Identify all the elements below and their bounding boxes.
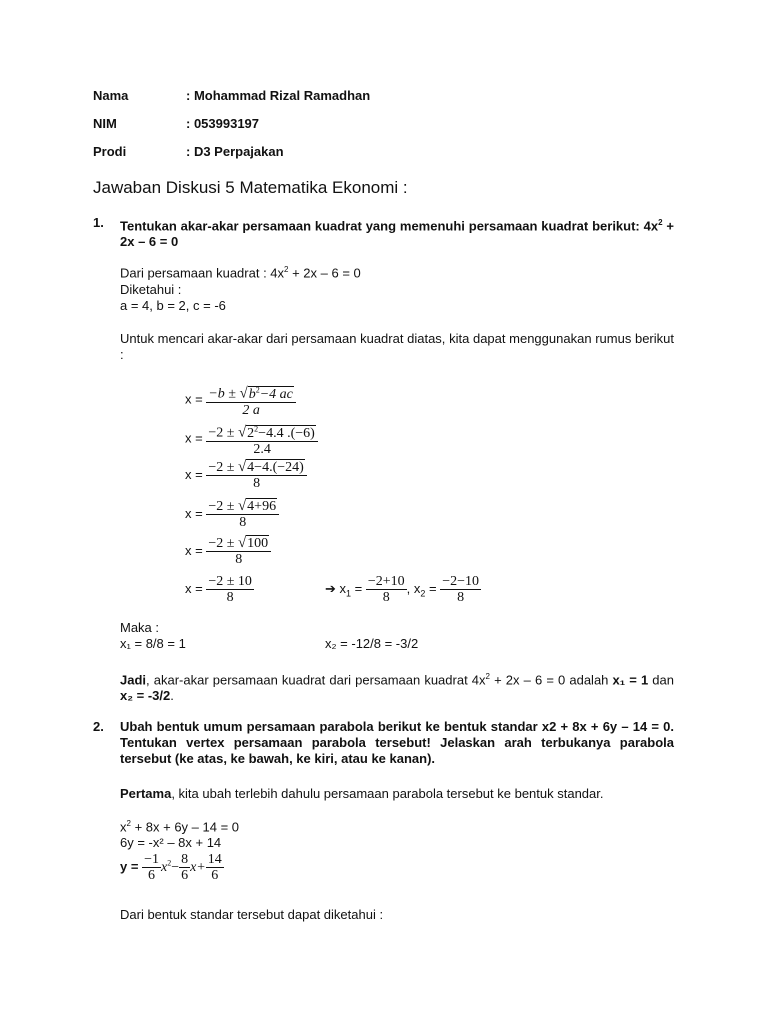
q2-known: Dari bentuk standar tersebut dapat diketahui : [120, 907, 384, 922]
formula-step-5: x = $\frac{-2 \pm √100}{8}$ [185, 536, 271, 567]
q2-eq3: y = $\frac{-1}{6}$ $x^2-$ $\frac{8}{6}$ x+ $\frac{14}{6}$ [120, 852, 222, 883]
q1-known: Diketahui : [120, 282, 182, 297]
roots-expression: ➔ $x_1$ = $\frac{-2+10}{8}$ , $x_2$ = $\frac{-2-10}{8}$ [325, 574, 480, 605]
q1-number: 1. [93, 215, 104, 230]
q2-number: 2. [93, 719, 104, 734]
q2-first: Pertama, kita ubah terlebih dahulu persamaan parabola tersebut ke bentuk standar. [120, 786, 604, 801]
name-label: Nama [93, 88, 129, 103]
nim-value: : 053993197 [186, 116, 260, 131]
q2-question: Ubah bentuk umum persamaan parabola berikut ke bentuk standar x2 + 8x + 6y – 14 = 0. Tentukan vertex persamaan parabola tersebut! Jelaskan arah terbukanya parabola tersebut (ke atas, ke bawah, ke kiri, atau ke kanan). [120, 719, 674, 766]
q1-values: a = 4, b = 2, c = -6 [120, 298, 226, 313]
q1-question: Tentukan akar-akar persamaan kuadrat yang memenuhi persamaan kuadrat berikut: $4x^2 + 2x - 6 = 0$ [120, 218, 674, 250]
name-value: : Mohammad Rizal Ramadhan [186, 88, 371, 103]
page-title: Jawaban Diskusi 5 Matematika Ekonomi : [93, 178, 408, 197]
nim-label: NIM [93, 116, 117, 131]
formula-step-2: x = $\frac{-2 \pm √2^2-4.4 .(-6)}{2.4}$ [185, 421, 318, 457]
x2-result: x₂ = -12/8 = -3/2 [325, 636, 419, 651]
formula-step-1: x = $\frac{-b \pm √b^2-4 ac}{2 a}$ [185, 382, 296, 418]
prodi-value: : D3 Perpajakan [186, 144, 284, 159]
q2-eq1: $x^2 + 8x + 6y - 14 = 0$ [120, 819, 240, 835]
q1-conclusion: Jadi, akar-akar persamaan kuadrat dari persamaan kuadrat $4x^2 + 2x - 6 = 0$ adalah x₁ = 1 dan x₂ = -3/2. [120, 672, 674, 704]
x1-result: x₁ = 8/8 = 1 [120, 636, 186, 651]
q1-given: Dari persamaan kuadrat : $4x^2 + 2x - 6 = 0$ [120, 265, 361, 281]
maka-label: Maka : [120, 620, 160, 635]
formula-step-6: x = $\frac{-2 \pm 10}{8}$ [185, 574, 252, 605]
q2-eq2: 6y = -x² – 8x + 14 [120, 835, 222, 850]
formula-step-4: x = $\frac{-2 \pm √4+96}{8}$ [185, 499, 279, 530]
q1-method: Untuk mencari akar-akar dari persamaan kuadrat diatas, kita dapat menggunakan rumus berikut : [120, 331, 674, 362]
formula-step-3: x = $\frac{-2 \pm √4-4.(-24)}{8}$ [185, 460, 307, 491]
prodi-label: Prodi [93, 144, 127, 159]
